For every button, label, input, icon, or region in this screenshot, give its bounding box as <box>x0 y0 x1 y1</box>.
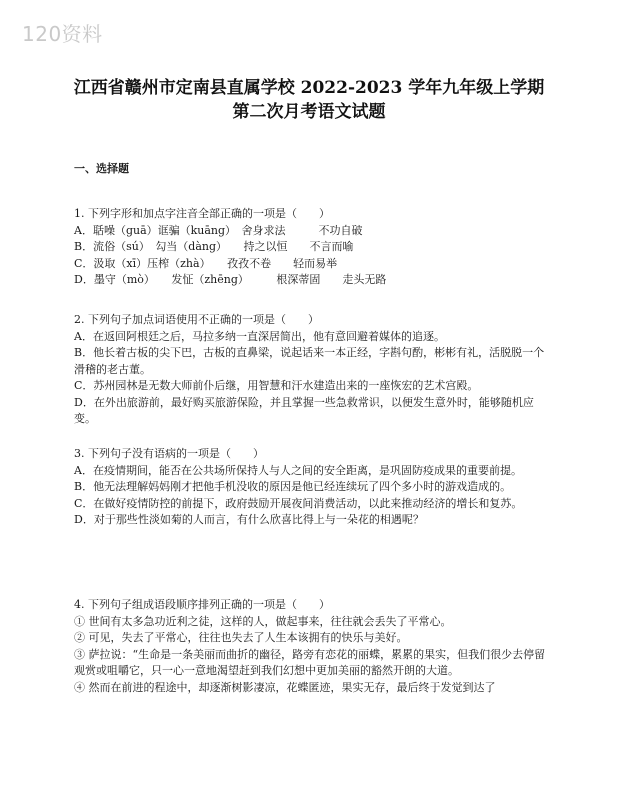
document-title <box>40 76 578 124</box>
option-d: D．对于那些性淡如菊的人而言，有什么欣喜比得上与一朵花的相遇呢？ <box>74 513 424 526</box>
title-line-1: 江西省赣州市定南县直属学校 2022-2023 学年九年级上学期 <box>73 78 545 98</box>
option-d: D．墨守（mò） 发怔（zhēng） 根深蒂固 走头无路 <box>74 273 387 286</box>
option-d: D．在外出旅游前，最好购买旅游保险，并且掌握一些急救常识，以便发生意外时，能够随机应变。 <box>74 395 534 425</box>
question-1 <box>74 206 546 289</box>
section-heading: 一、选择题 <box>74 162 129 175</box>
sentence-1: ① 世间有太多急功近利之徒，这样的人，做起事来，往往就会丢失了平常心。 <box>74 614 452 628</box>
option-c: C．苏州园林是无数大师前仆后继，用智慧和汗水建造出来的一座恢宏的艺术宫殿。 <box>74 379 479 392</box>
sentence-3: ③ 萨拉说：“生命是一条美丽而曲折的幽径，路旁有恋花的丽蝶，累累的果实，但我们很少去停留观赏或咀嚼它，只一心一意地渴望赶到我们幻想中更加美丽的豁然开朗的大道。 <box>74 647 546 677</box>
question-3 <box>74 446 546 529</box>
option-b: B．他长着古板的尖下巴，古板的直鼻梁，说起话来一本正经，字斟句酌，彬彬有礼，活脱脱一个滑稽的老古董。 <box>74 346 545 376</box>
option-c: C．在做好疫情防控的前提下，政府鼓励开展夜间消费活动，以此来推动经济的增长和复苏。 <box>74 496 523 510</box>
sentence-2: ② 可见，失去了平常心，往往也失去了人生本该拥有的快乐与美好。 <box>74 631 408 644</box>
question-2 <box>74 312 546 428</box>
question-stem: 2. 下列句子加点词语使用不正确的一项是（ ） <box>74 313 319 326</box>
question-4 <box>74 597 546 696</box>
title-line-2: 第二次月考语文试题 <box>232 102 386 122</box>
option-a: A．聒噪（guā）诓骗（kuāng） 舍身求法 不功自破 <box>74 223 363 237</box>
question-stem: 1. 下列字形和加点字注音全部正确的一项是（ ） <box>74 207 330 220</box>
option-b: B．流俗（sú） 勾当（dàng） 持之以恒 不言而喻 <box>74 240 354 253</box>
option-a: A．在返回阿根廷之后，马拉多纳一直深居简出，他有意回避着媒体的追逐。 <box>74 329 445 343</box>
option-c: C．汲取（xī）压榨（zhà） 孜孜不卷 轻而易举 <box>74 256 338 270</box>
question-stem: 3. 下列句子没有语病的一项是（ ） <box>74 447 264 460</box>
option-b: B．他无法理解妈妈刚才把他手机没收的原因是他已经连续玩了四个多小时的游戏造成的。 <box>74 480 512 493</box>
option-a: A．在疫情期间，能否在公共场所保持人与人之间的安全距离，是巩固防疫成果的重要前提。 <box>74 463 522 477</box>
sentence-4: ④ 然而在前进的程途中，却逐渐树影凄凉，花蝶匿迹，果实无存，最后终于发觉到达了 <box>74 680 496 694</box>
question-stem: 4. 下列句子组成语段顺序排列正确的一项是（ ） <box>74 598 330 611</box>
watermark-logo: 120资料 <box>22 22 103 46</box>
